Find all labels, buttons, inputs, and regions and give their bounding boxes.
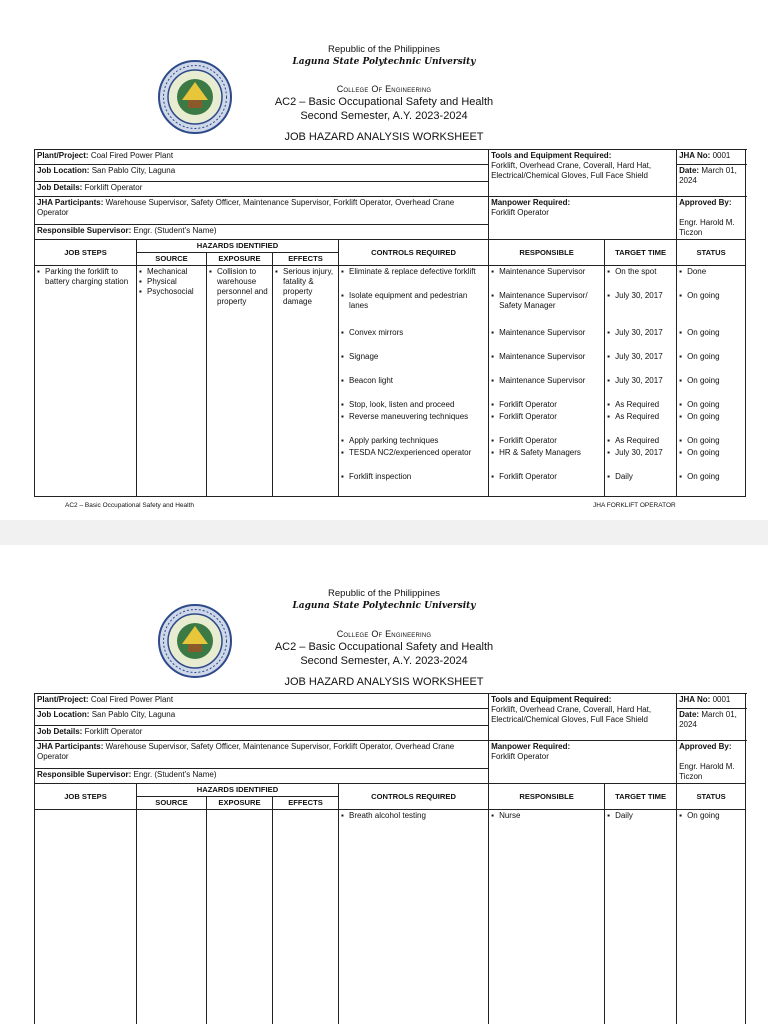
university-name: Laguna State Polytechnic University [292, 601, 476, 611]
jha-participants: JHA Participants: Warehouse Supervisor, Safety Officer, Maintenance Supervisor, Forklift Operator, Overhead Crane Operator [35, 741, 489, 769]
list-item: ▪ Psychosocial [139, 287, 204, 297]
approved-by: Approved By: Engr. Harold M. Ticzon [677, 741, 746, 784]
list-item: ▪ On going [679, 376, 743, 400]
list-item: ▪ July 30, 2017 [607, 328, 674, 352]
col-job-steps: JOB STEPS [35, 784, 137, 810]
col-status: STATUS [677, 240, 746, 266]
list-item: ▪ On going [679, 291, 743, 328]
jha-number: JHA No: 0001 [677, 694, 746, 709]
list-item: ▪ Daily [607, 472, 674, 484]
list-item: ▪ Forklift Operator [491, 412, 602, 436]
tools-required: Tools and Equipment Required: Forklift, Overhead Crane, Coverall, Hard Hat, Electrical/Chemical Gloves, Full Face Shield [489, 694, 677, 741]
list-item: ▪ Maintenance Supervisor [491, 376, 602, 400]
manpower-required: Manpower Required: Forklift Operator [489, 197, 677, 240]
list-item: ▪ Forklift Operator [491, 472, 602, 484]
list-item: ▪ Daily [607, 811, 674, 821]
col-exposure: EXPOSURE [207, 253, 273, 266]
col-controls: CONTROLS REQUIRED [339, 784, 489, 810]
list-item: ▪ As Required [607, 412, 674, 436]
plant-project: Plant/Project: Coal Fired Power Plant [35, 150, 489, 165]
col-effects: EFFECTS [273, 797, 339, 810]
course-title: AC2 – Basic Occupational Safety and Health [274, 96, 494, 108]
list-item: ▪ On going [679, 811, 743, 821]
list-item: ▪ On going [679, 472, 743, 484]
republic-text: Republic of the Philippines [328, 588, 440, 599]
list-item: ▪ TESDA NC2/experienced operator [341, 448, 486, 472]
list-item: ▪ Maintenance Supervisor [491, 328, 602, 352]
jha-number: JHA No: 0001 [677, 150, 746, 165]
list-item: ▪ Maintenance Supervisor [491, 267, 602, 291]
col-effects: EFFECTS [273, 253, 339, 266]
list-item: ▪ Maintenance Supervisor [491, 352, 602, 376]
col-target-time: TARGET TIME [605, 240, 677, 266]
col-responsible: RESPONSIBLE [489, 240, 605, 266]
plant-project: Plant/Project: Coal Fired Power Plant [35, 694, 489, 709]
list-item: ▪ On going [679, 436, 743, 448]
footer-course: AC2 – Basic Occupational Safety and Health [65, 502, 194, 509]
list-item: ▪ Eliminate & replace defective forklift [341, 267, 486, 291]
date: Date: March 01, 2024 [677, 709, 746, 741]
list-item: ▪ Nurse [491, 811, 602, 821]
list-item: ▪ Isolate equipment and pedestrian lanes [341, 291, 486, 328]
approved-by: Approved By: Engr. Harold M. Ticzon [677, 197, 746, 240]
col-source: SOURCE [137, 253, 207, 266]
list-item: ▪ July 30, 2017 [607, 448, 674, 472]
list-item: ▪ On going [679, 352, 743, 376]
col-hazards-identified: HAZARDS IDENTIFIED [137, 240, 339, 253]
manpower-required: Manpower Required: Forklift Operator [489, 741, 677, 784]
list-item: ▪ Mechanical [139, 267, 204, 277]
republic-text: Republic of the Philippines [328, 44, 440, 55]
col-controls: CONTROLS REQUIRED [339, 240, 489, 266]
worksheet-page-2 [0, 545, 768, 1024]
semester-text: Second Semester, A.Y. 2023-2024 [300, 110, 468, 122]
col-exposure: EXPOSURE [207, 797, 273, 810]
tools-required: Tools and Equipment Required: Forklift, Overhead Crane, Coverall, Hard Hat, Electrical/Chemical Gloves, Full Face Shield [489, 150, 677, 197]
list-item: ▪ Done [679, 267, 743, 291]
list-item: ▪ HR & Safety Managers [491, 448, 602, 472]
job-details: Job Details: Forklift Operator [35, 182, 489, 197]
list-item: ▪ July 30, 2017 [607, 291, 674, 328]
university-name: Laguna State Polytechnic University [292, 57, 476, 67]
list-item: ▪ Physical [139, 277, 204, 287]
list-item: ▪ On going [679, 448, 743, 472]
job-location: Job Location: San Pablo City, Laguna [35, 165, 489, 182]
col-status: STATUS [677, 784, 746, 810]
jha-table [34, 149, 746, 497]
col-target-time: TARGET TIME [605, 784, 677, 810]
col-hazards-identified: HAZARDS IDENTIFIED [137, 784, 339, 797]
list-item: ▪ July 30, 2017 [607, 352, 674, 376]
list-item: ▪ Signage [341, 352, 486, 376]
responsible-supervisor: Responsible Supervisor: Engr. (Student’s Name) [35, 224, 489, 239]
list-item: ▪ Maintenance Supervisor/ Safety Manager [491, 291, 602, 328]
table-row [35, 266, 746, 497]
job-location: Job Location: San Pablo City, Laguna [35, 709, 489, 726]
list-item: ▪ As Required [607, 436, 674, 448]
list-item: ▪ Reverse maneuvering techniques [341, 412, 486, 436]
footer-doc-name: JHA FORKLIFT OPERATOR [593, 502, 676, 509]
worksheet-title: JOB HAZARD ANALYSIS WORKSHEET [284, 131, 484, 143]
list-item: ▪ Breath alcohol testing [341, 811, 486, 821]
list-item: ▪ As Required [607, 400, 674, 412]
col-job-steps: JOB STEPS [35, 240, 137, 266]
jha-participants: JHA Participants: Warehouse Supervisor, Safety Officer, Maintenance Supervisor, Forklift Operator, Overhead Crane Operator [35, 197, 489, 225]
course-title: AC2 – Basic Occupational Safety and Health [274, 641, 494, 653]
worksheet-title: JOB HAZARD ANALYSIS WORKSHEET [284, 676, 484, 688]
job-details: Job Details: Forklift Operator [35, 726, 489, 741]
jha-table [34, 693, 746, 1024]
list-item: ▪ Forklift Operator [491, 436, 602, 448]
col-source: SOURCE [137, 797, 207, 810]
table-row [35, 810, 746, 1024]
list-item: ▪ Apply parking techniques [341, 436, 486, 448]
list-item: ▪ On going [679, 412, 743, 436]
semester-text: Second Semester, A.Y. 2023-2024 [300, 655, 468, 667]
list-item: ▪ Serious injury, fatality & property damage [275, 267, 336, 307]
list-item: ▪ On going [679, 328, 743, 352]
college-name: College Of Engineering [336, 629, 432, 639]
list-item: ▪ Stop, look, listen and proceed [341, 400, 486, 412]
date: Date: March 01, 2024 [677, 165, 746, 197]
col-responsible: RESPONSIBLE [489, 784, 605, 810]
college-name: College Of Engineering [336, 84, 432, 94]
list-item: ▪ On the spot [607, 267, 674, 291]
list-item: ▪ Parking the forklift to battery charging station [37, 267, 134, 287]
list-item: ▪ Forklift inspection [341, 472, 486, 484]
list-item: ▪ Forklift Operator [491, 400, 602, 412]
list-item: ▪ July 30, 2017 [607, 376, 674, 400]
responsible-supervisor: Responsible Supervisor: Engr. (Student’s Name) [35, 768, 489, 783]
list-item: ▪ Collision to warehouse personnel and property [209, 267, 270, 307]
list-item: ▪ Beacon light [341, 376, 486, 400]
list-item: ▪ Convex mirrors [341, 328, 486, 352]
list-item: ▪ On going [679, 400, 743, 412]
